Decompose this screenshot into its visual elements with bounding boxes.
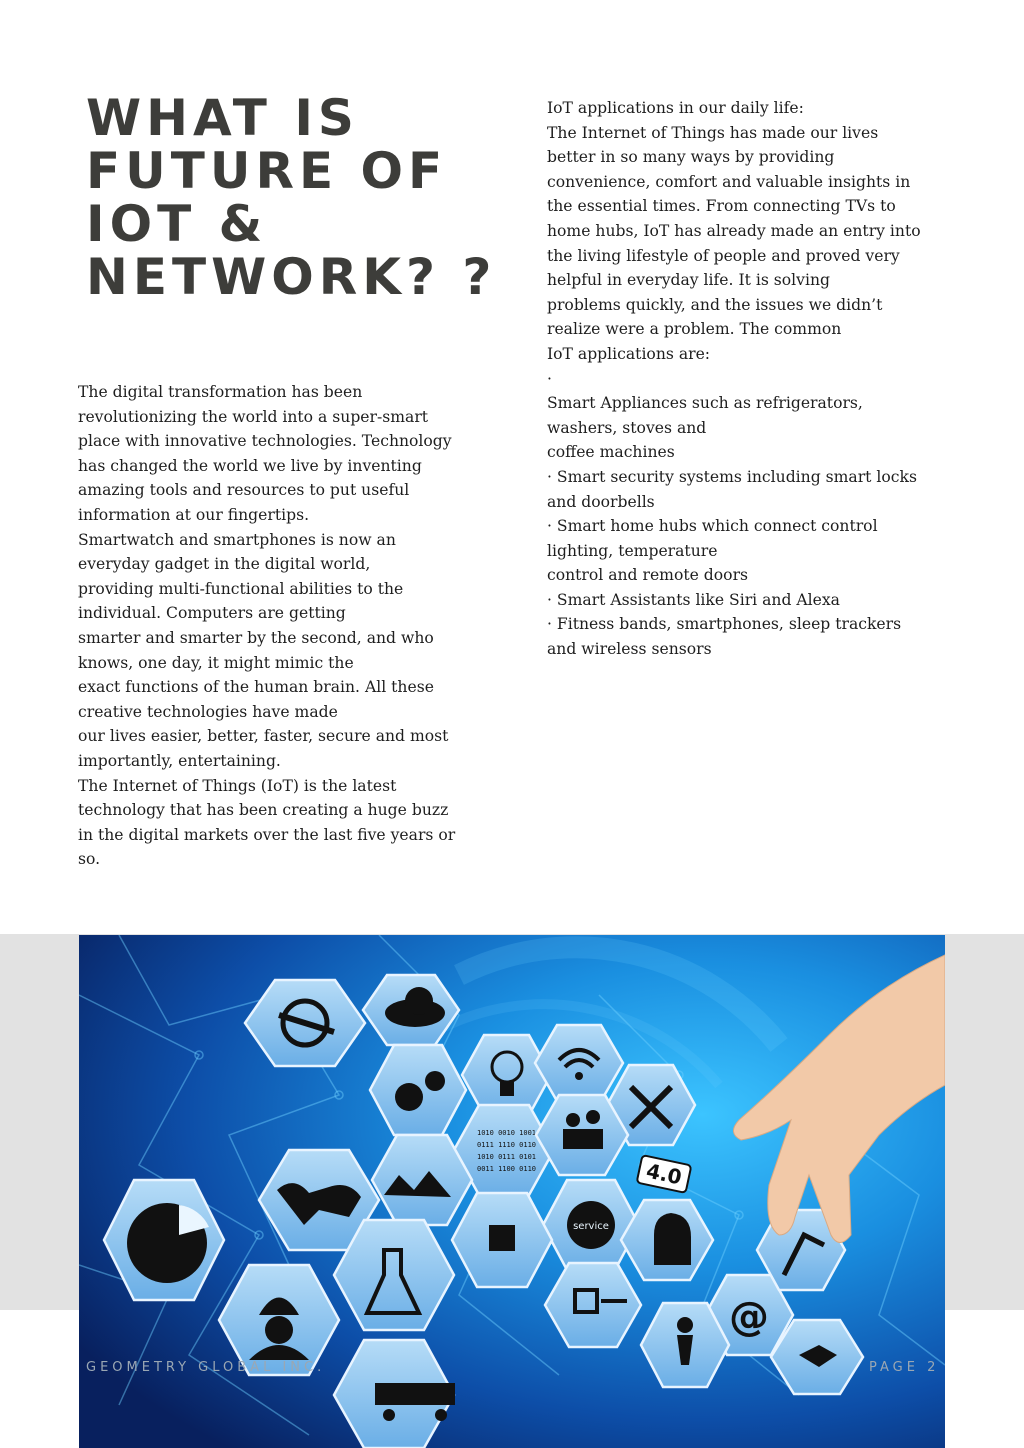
iot-applications-paragraph: IoT applications in our daily life: The Internet of Things has made our lives better in so many ways by providing convenience, comfort and valuable insights in the essential times. From connecting TVs to home hubs, IoT has already made an entry into the living lifestyle of people and proved very helpful in everyday life. It is solving problems quickly, and the issues we didn’t realize were a problem. The common IoT applications are: · Smart Appliances such as refrigerators, washers, stoves and coffee machines · Smart security systems including smart locks and doorbells · Smart home hubs which connect control lighting, temperature control and remote doors · Smart Assistants like Siri and Alexa · Fitness bands, smartphones, sleep trackers and wireless sensors	[547, 99, 921, 659]
svg-text:0111 1110 0110: 0111 1110 0110	[477, 1141, 537, 1149]
svg-text:service: service	[573, 1221, 609, 1232]
version-badge-label: 4.0	[644, 1158, 684, 1190]
svg-text:1010 0111 0101: 1010 0111 0101	[477, 1153, 537, 1161]
svg-text:1010 0010 1001: 1010 0010 1001	[477, 1129, 537, 1137]
svg-text:0011 1100 0110: 0011 1100 0110	[477, 1165, 537, 1173]
intro-paragraph: The digital transformation has been revolutionizing the world into a super-smart place with innovative technologies. Technology has changed the world we live by inventing amazing tools and resources to put useful information at our fingertips. Smartwatch and smartphones is now an everyday gadget in the digital world, providing multi-functional abilities to the individual. Computers are getting smarter and smarter by the second, and who knows, one day, it might mimic the exact functions of the human brain. All these creative technologies have made our lives easier, better, faster, secure and most importantly, entertaining. The Internet of Things (IoT) is the latest technology that has been creating a huge buzz in the digital markets over the last five years or so.	[78, 383, 456, 869]
page-number: PAGE 2	[869, 1360, 940, 1375]
company-name: GEOMETRY GLOBAL INC.	[86, 1360, 326, 1375]
page-title: WHAT IS FUTURE OF IOT & NETWORK? ?	[86, 89, 497, 306]
svg-text:@: @	[729, 1294, 769, 1340]
